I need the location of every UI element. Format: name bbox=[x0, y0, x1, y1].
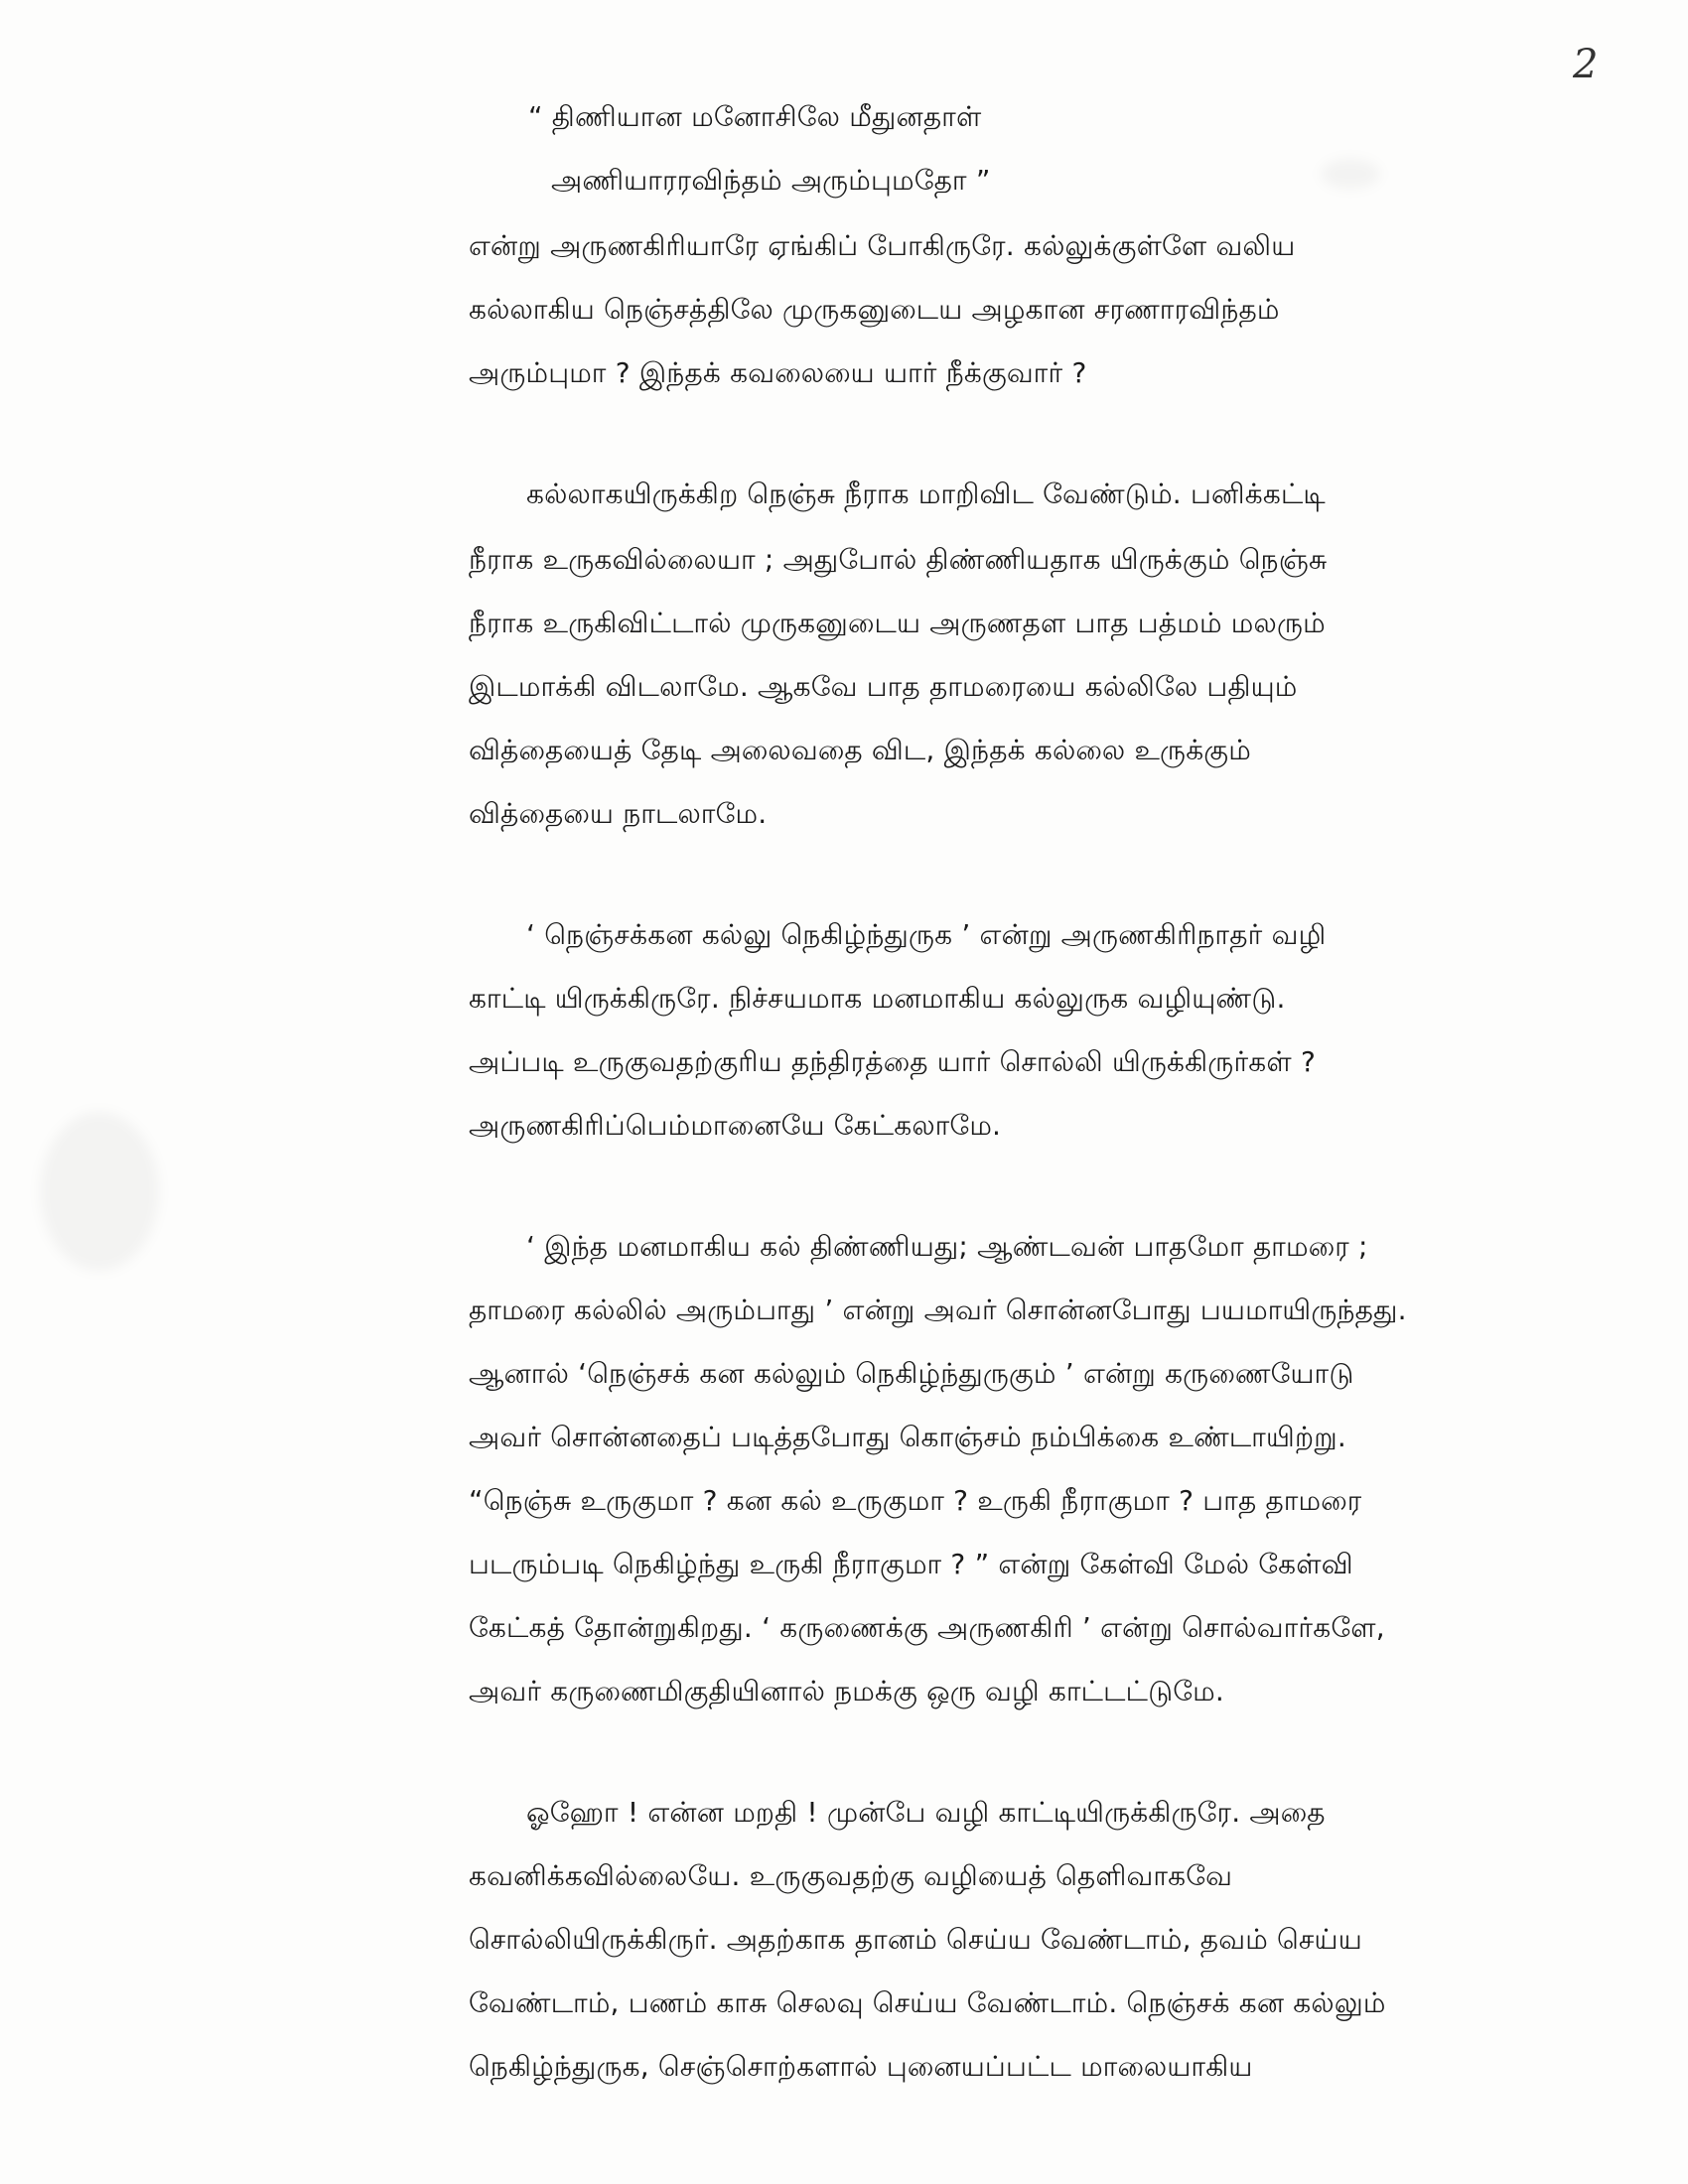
paragraph-line: என்று அருணகிரியாரே ஏங்கிப் போகிருரே. கல்லுக்குள்ளே வலிய bbox=[469, 229, 1296, 262]
paragraph-line: சொல்லியிருக்கிருர். அதற்காக தானம் செய்ய வேண்டாம், தவம் செய்ய bbox=[469, 1923, 1362, 1956]
paragraph-line: கல்லாகிய நெஞ்சத்திலே முருகனுடைய அழகான சரணாரவிந்தம் bbox=[469, 293, 1280, 326]
quote-line: அணியாரரவிந்தம் அரும்புமதோ ” bbox=[551, 164, 991, 197]
paragraph-line: ஓஹோ ! என்ன மறதி ! முன்பே வழி காட்டியிருக்கிருரே. அதை bbox=[526, 1796, 1326, 1829]
paragraph-line: ஆனால் ‘நெஞ்சக் கன கல்லும் நெகிழ்ந்துருகும் ’ என்று கருணையோடு bbox=[469, 1357, 1354, 1390]
paragraph-line: ‘ இந்த மனமாகிய கல் திண்ணியது; ஆண்டவன் பாதமோ தாமரை ; bbox=[526, 1230, 1368, 1263]
paragraph-line: கவனிக்கவில்லையே. உருகுவதற்கு வழியைத் தெளிவாகவே bbox=[469, 1859, 1233, 1892]
paragraph-line: கேட்கத் தோன்றுகிறது. ‘ கருணைக்கு அருணகிரி ’ என்று சொல்வார்களே, bbox=[469, 1611, 1385, 1644]
paragraph-line: நெகிழ்ந்துருக, செஞ்சொற்களால் புனையப்பட்ட மாலையாகிய bbox=[469, 2050, 1253, 2083]
paragraph-line: வித்தையை நாடலாமே. bbox=[469, 797, 768, 830]
paragraph-line: நீராக உருகிவிட்டால் முருகனுடைய அருணதள பாத பத்மம் மலரும் bbox=[469, 607, 1326, 639]
paragraph-line: ‘ நெஞ்சக்கன கல்லு நெகிழ்ந்துருக ’ என்று அருணகிரிநாதர் வழி bbox=[526, 918, 1327, 951]
paragraph-line: வேண்டாம், பணம் காசு செலவு செய்ய வேண்டாம். நெஞ்சக் கன கல்லும் bbox=[469, 1986, 1386, 2019]
paragraph-line: அருணகிரிப்பெம்மானையே கேட்கலாமே. bbox=[469, 1109, 1002, 1142]
paragraph-line: வித்தையைத் தேடி அலைவதை விட, இந்தக் கல்லை உருக்கும் bbox=[469, 734, 1251, 766]
paragraph-line: படரும்படி நெகிழ்ந்து உருகி நீராகுமா ? ” என்று கேள்வி மேல் கேள்வி bbox=[469, 1548, 1353, 1580]
paragraph-line: தாமரை கல்லில் அரும்பாது ’ என்று அவர் சொன்னபோது பயமாயிருந்தது. bbox=[469, 1294, 1407, 1326]
page-number: 2 bbox=[1573, 42, 1599, 87]
paragraph-line: அவர் கருணைமிகுதியினால் நமக்கு ஒரு வழி காட்டட்டுமே. bbox=[469, 1675, 1225, 1707]
scan-smudge bbox=[1321, 159, 1380, 189]
paragraph-line: கல்லாகயிருக்கிற நெஞ்சு நீராக மாறிவிட வேண்டும். பனிக்கட்டி bbox=[526, 478, 1326, 510]
scan-smudge bbox=[40, 1112, 159, 1271]
paragraph-line: நீராக உருகவில்லையா ; அதுபோல் திண்ணியதாக யிருக்கும் நெஞ்சு bbox=[469, 543, 1328, 576]
paragraph-line: அப்படி உருகுவதற்குரிய தந்திரத்தை யார் சொல்லி யிருக்கிருர்கள் ? bbox=[469, 1045, 1317, 1078]
paragraph-line: இடமாக்கி விடலாமே. ஆகவே பாத தாமரையை கல்லிலே பதியும் bbox=[469, 670, 1298, 703]
paragraph-line: அவர் சொன்னதைப் படித்தபோது கொஞ்சம் நம்பிக்கை உண்டாயிற்று. bbox=[469, 1421, 1346, 1453]
paragraph-line: காட்டி யிருக்கிருரே. நிச்சயமாக மனமாகிய கல்லுருக வழியுண்டு. bbox=[469, 982, 1286, 1015]
paragraph-line: “நெஞ்சு உருகுமா ? கன கல் உருகுமா ? உருகி நீராகுமா ? பாத தாமரை bbox=[469, 1484, 1362, 1517]
paragraph-line: அரும்புமா ? இந்தக் கவலையை யார் நீக்குவார் ? bbox=[469, 356, 1087, 389]
quote-line: “ திணியான மனோசிலே மீதுனதாள் bbox=[528, 100, 982, 133]
